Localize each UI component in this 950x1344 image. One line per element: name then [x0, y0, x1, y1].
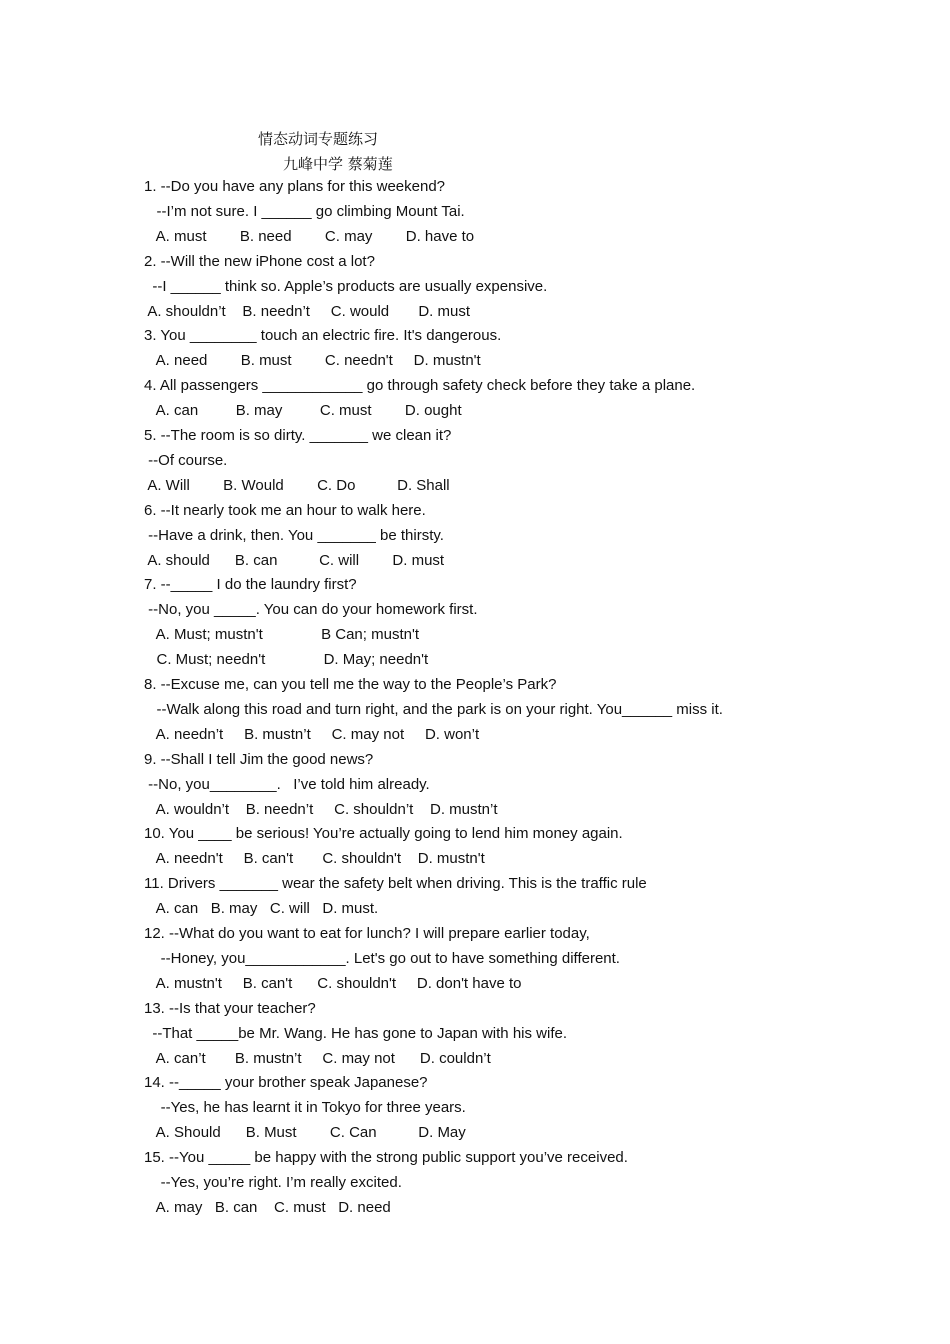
- question-line: A. can’t B. mustn’t C. may not D. couldn’t: [144, 1049, 491, 1067]
- question-line: A. mustn't B. can't C. shouldn't D. don't have to: [144, 974, 522, 992]
- question-line: A. need B. must C. needn't D. mustn't: [144, 352, 481, 370]
- question-line: 15. --You _____ be happy with the strong public support you’ve received.: [144, 1149, 628, 1167]
- question-line: A. needn’t B. mustn’t C. may not D. won’t: [144, 725, 480, 743]
- question-line: A. needn't B. can't C. shouldn't D. mustn't: [144, 850, 485, 868]
- question-line: 6. --It nearly took me an hour to walk here.: [144, 501, 426, 519]
- question-line: 5. --The room is so dirty. _______ we clean it?: [144, 427, 452, 444]
- question-line: --Honey, you____________. Let's go out to have something different.: [144, 949, 620, 967]
- question-line: --Walk along this road and turn right, and the park is on your right. You______ miss it.: [144, 700, 723, 718]
- question-line: C. Must; needn't D. May; needn't: [144, 651, 429, 669]
- question-line: A. should B. can C. will D. must: [144, 551, 445, 569]
- question-line: A. Must; mustn't B Can; mustn't: [144, 626, 419, 644]
- question-line: 13. --Is that your teacher?: [144, 999, 316, 1017]
- question-line: A. must B. need C. may D. have to: [144, 227, 475, 245]
- question-line: --I’m not sure. I ______ go climbing Mount Tai.: [144, 202, 465, 220]
- document-title: 情态动词专题练习: [258, 130, 379, 148]
- question-line: A. Will B. Would C. Do D. Shall: [144, 476, 450, 494]
- question-line: --That _____be Mr. Wang. He has gone to Japan with his wife.: [144, 1024, 568, 1042]
- question-line: 14. --_____ your brother speak Japanese?: [144, 1074, 428, 1092]
- question-line: A. Should B. Must C. Can D. May: [144, 1124, 466, 1142]
- question-line: 1. --Do you have any plans for this weekend?: [144, 178, 446, 195]
- question-line: --Of course.: [144, 451, 228, 469]
- question-line: 12. --What do you want to eat for lunch? I will prepare earlier today,: [144, 925, 590, 942]
- question-line: 2. --Will the new iPhone cost a lot?: [144, 252, 375, 270]
- document-author: 九峰中学 蔡菊莲: [283, 155, 393, 173]
- question-line: 11. Drivers _______ wear the safety belt when driving. This is the traffic rule: [144, 875, 647, 893]
- question-line: A. shouldn’t B. needn’t C. would D. must: [144, 302, 470, 320]
- question-line: --Have a drink, then. You _______ be thirsty.: [144, 526, 444, 544]
- question-line: --Yes, you’re right. I’m really excited.: [144, 1174, 402, 1191]
- question-line: 7. --_____ I do the laundry first?: [144, 576, 357, 594]
- question-line: 9. --Shall I tell Jim the good news?: [144, 750, 374, 768]
- question-line: A. can B. may C. will D. must.: [144, 900, 379, 918]
- question-line: 8. --Excuse me, can you tell me the way to the People’s Park?: [144, 676, 557, 693]
- question-line: --I ______ think so. Apple’s products are usually expensive.: [144, 277, 548, 295]
- question-line: --Yes, he has learnt it in Tokyo for three years.: [144, 1099, 466, 1117]
- question-line: A. may B. can C. must D. need: [144, 1198, 391, 1216]
- question-line: --No, you________. I’ve told him already.: [144, 775, 430, 793]
- question-line: 10. You ____ be serious! You’re actually going to lend him money again.: [144, 825, 623, 843]
- question-line: 4. All passengers ____________ go through safety check before they take a plane.: [144, 377, 696, 395]
- question-line: --No, you _____. You can do your homework first.: [144, 601, 478, 619]
- question-line: 3. You ________ touch an electric fire. It's dangerous.: [144, 327, 502, 345]
- question-line: A. wouldn’t B. needn’t C. shouldn’t D. mustn’t: [144, 800, 498, 818]
- question-line: A. can B. may C. must D. ought: [144, 402, 462, 420]
